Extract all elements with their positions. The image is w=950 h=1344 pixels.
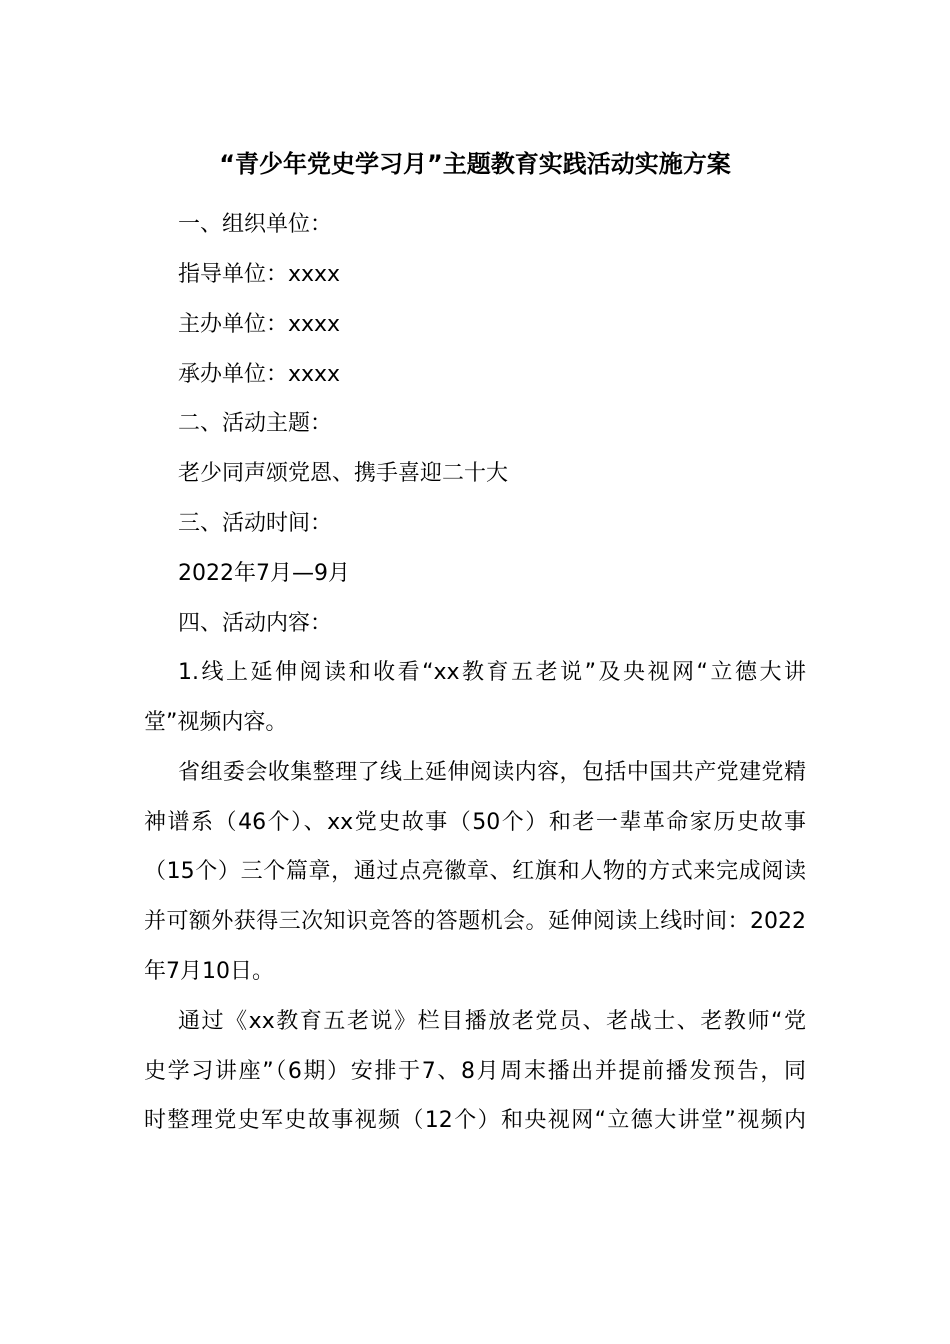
section-heading-content: 四、活动内容： — [178, 611, 333, 636]
theme-text: 老少同声颂党恩、携手喜迎二十大 — [178, 461, 509, 486]
document-title: “青少年党史学习月”主题教育实践活动实施方案 — [219, 150, 731, 178]
activity-time-text: 2022年7月—9月 — [178, 561, 350, 586]
paragraph-reading-line-2: 神谱系（46个）、xx党史故事（50个）和老一辈革命家历史故事 — [144, 810, 806, 835]
paragraph-video-line-3: 时整理党史军史故事视频（12个）和央视网“立德大讲堂”视频内 — [144, 1108, 806, 1133]
hosting-unit-line: 主办单位：xxxx — [178, 312, 341, 337]
paragraph-video-line-1: 通过《xx教育五老说》栏目播放老党员、老战士、老教师“党 — [178, 1009, 806, 1034]
paragraph-reading-line-3: （15个）三个篇章，通过点亮徽章、红旗和人物的方式来完成阅读 — [144, 859, 806, 884]
content-item-1-line-1: 1.线上延伸阅读和收看“xx教育五老说”及央视网“立德大讲 — [178, 660, 806, 685]
paragraph-reading-line-1: 省组委会收集整理了线上延伸阅读内容，包括中国共产党建党精 — [178, 760, 806, 785]
paragraph-reading-line-5: 年7月10日。 — [144, 959, 274, 984]
organizing-unit-line: 承办单位：xxxx — [178, 362, 341, 387]
section-heading-theme: 二、活动主题： — [178, 411, 333, 436]
paragraph-video-line-2: 史学习讲座”（6期）安排于7、8月周末播出并提前播发预告，同 — [144, 1059, 806, 1084]
paragraph-reading-line-4: 并可额外获得三次知识竞答的答题机会。延伸阅读上线时间：2022 — [144, 909, 806, 934]
section-heading-organizers: 一、组织单位： — [178, 212, 333, 237]
content-item-1-line-2: 堂”视频内容。 — [144, 710, 288, 735]
section-heading-time: 三、活动时间： — [178, 511, 333, 536]
guiding-unit-line: 指导单位：xxxx — [178, 262, 341, 287]
